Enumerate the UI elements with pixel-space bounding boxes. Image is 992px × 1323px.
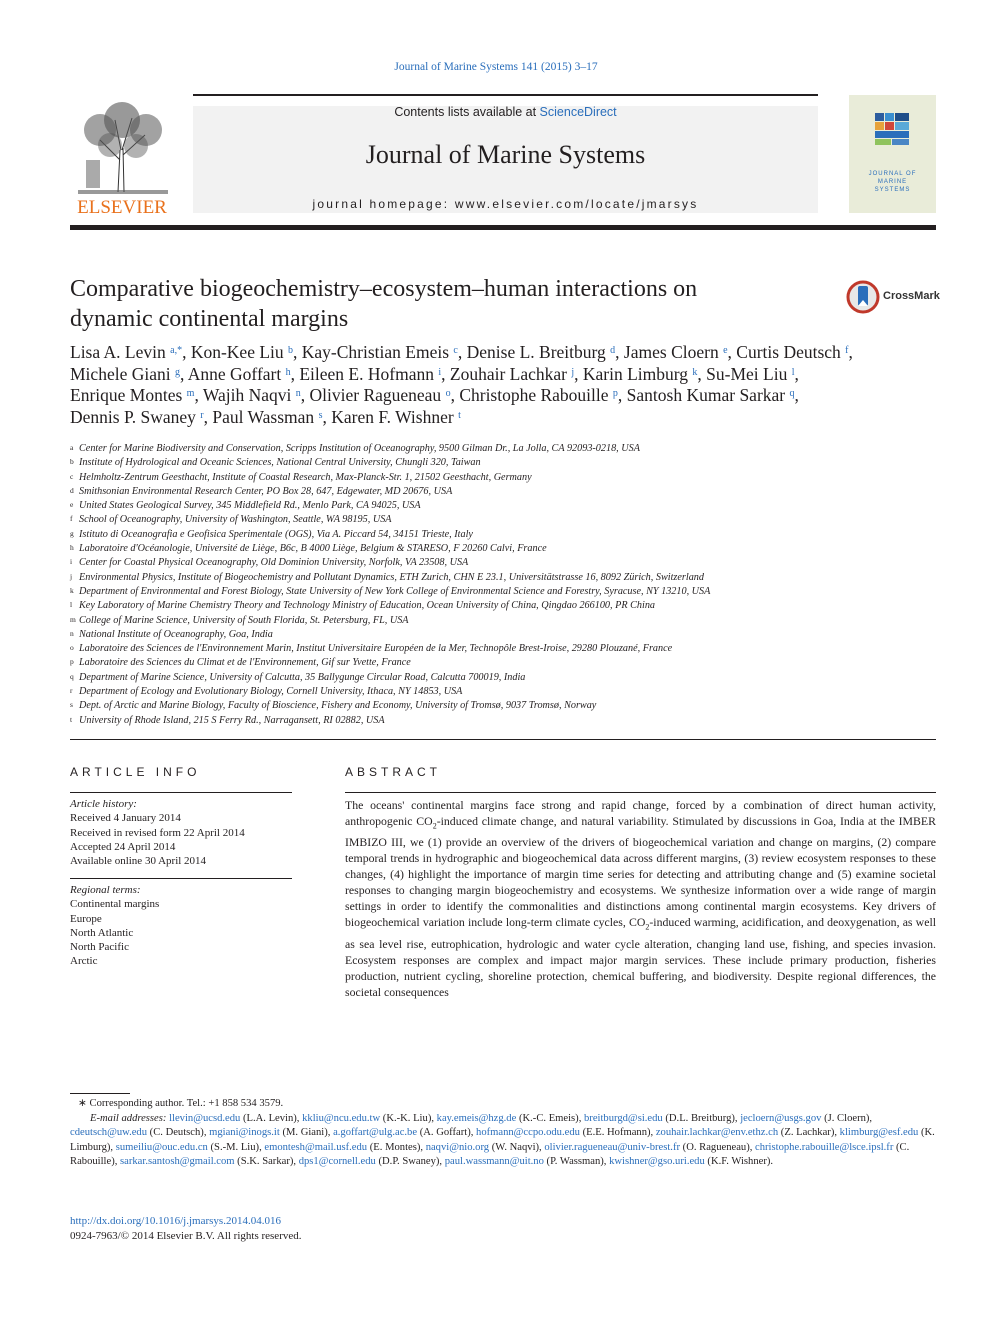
email-owner: P. Wassman <box>550 1156 601 1168</box>
affiliation <box>70 513 936 527</box>
author-affiliation-marker[interactable]: b <box>288 345 294 356</box>
affiliation <box>70 571 936 585</box>
author[interactable]: Enrique Montes <box>70 385 183 405</box>
crossmark-label: CrossMark <box>883 290 940 302</box>
affiliation-text: School of Oceanography, University of Washington, Seattle, WA 98195, USA <box>79 514 392 526</box>
term-item: Europe <box>70 912 102 925</box>
author-affiliation-marker[interactable]: o <box>445 388 451 399</box>
author-email-link[interactable]: jecloern@usgs.gov <box>740 1112 822 1124</box>
terms-label: Regional terms: <box>70 884 141 896</box>
email-owner: E. Montes <box>373 1141 417 1153</box>
author-email-link[interactable]: christophe.rabouille@lsce.ipsl.fr <box>755 1141 894 1153</box>
author[interactable]: Christophe Rabouille <box>459 385 609 405</box>
affiliation-key: e <box>70 500 74 510</box>
cover-text-2: MARINE <box>877 179 908 185</box>
affiliation-text: Environmental Physics, Institute of Biogeochemistry and Pollutant Dynamics, ETH Zurich, CHN E 23.1, Universitätstrasse 16, 8092 Zürich, Switzerland <box>79 571 704 583</box>
affiliation-text: Department of Environmental and Forest Biology, State University of New York College of Environmental Science and Forestry, Syracuse, NY 13210, USA <box>79 585 711 597</box>
affiliation <box>70 628 936 642</box>
author[interactable]: Olivier Ragueneau <box>309 385 442 405</box>
sciencedirect-link[interactable]: ScienceDirect <box>539 105 617 119</box>
journal-cover-thumbnail[interactable] <box>849 95 936 213</box>
author-email-link[interactable]: a.goffart@ulg.ac.be <box>333 1127 418 1139</box>
header-rule <box>193 94 818 96</box>
affiliation-key: i <box>70 557 73 567</box>
affiliation <box>70 528 936 542</box>
email-owner: K.-K. Liu <box>386 1112 428 1124</box>
author-affiliation-marker[interactable]: a,* <box>170 345 183 356</box>
author-affiliation-marker[interactable]: q <box>789 388 795 399</box>
author-email-link[interactable]: kkliu@ncu.edu.tw <box>302 1112 381 1124</box>
affiliation <box>70 642 936 656</box>
affiliation <box>70 685 936 699</box>
email-owner: J. Cloern <box>827 1112 866 1124</box>
email-owner: S.-M. Liu <box>214 1141 256 1153</box>
affiliation-key: d <box>70 485 74 495</box>
author-email-link[interactable]: naqvi@nio.org <box>425 1141 490 1153</box>
affiliation <box>70 599 936 613</box>
author[interactable]: Santosh Kumar Sarkar <box>626 385 786 405</box>
affiliation <box>70 714 936 728</box>
affiliation-text: Laboratoire d'Océanologie, Université de Liège, B6c, B 4000 Liège, Belgium & STARESO, F 20260 Calvi, France <box>79 543 547 555</box>
author-email-link[interactable]: klimburg@esf.edu <box>839 1127 919 1139</box>
affiliation <box>70 456 936 470</box>
title-line-1: Comparative biogeochemistry–ecosystem–human interactions on <box>70 276 698 302</box>
affiliation-key: q <box>70 671 74 681</box>
email-owner: K. Limburg <box>70 1127 935 1153</box>
affiliation-text: University of Rhode Island, 215 S Ferry Rd., Narragansett, RI 02882, USA <box>79 714 385 726</box>
cover-text-1: JOURNAL OF <box>868 171 917 177</box>
affiliation-text: Helmholtz-Zentrum Geesthacht, Institute of Coastal Research, Max-Planck-Str. 1, 21502 Geesthacht, Germany <box>79 471 532 483</box>
email-owner: O. Ragueneau <box>686 1141 747 1153</box>
author-email-link[interactable]: kay.emeis@hzg.de <box>436 1112 517 1124</box>
author-affiliation-marker[interactable]: s <box>318 409 323 421</box>
abstract-text <box>345 797 936 1000</box>
doi-block <box>70 1214 302 1243</box>
abstract-part: The oceans' continental margins face strong and rapid change, forced by a combination of direct human activity, anthropogenic CO <box>345 798 936 828</box>
journal-citation[interactable]: Journal of Marine Systems 141 (2015) 3–17 <box>394 61 598 73</box>
author[interactable]: Su-Mei Liu <box>706 363 788 384</box>
crossmark-badge[interactable] <box>846 280 941 314</box>
affiliation <box>70 471 936 485</box>
affiliation-text: Istituto di Oceanografia e Geofisica Sperimentale (OGS), Via A. Piccard 54, 34151 Trieste, Italy <box>79 528 473 540</box>
author[interactable]: Kay-Christian Emeis <box>301 342 450 362</box>
author-affiliation-marker[interactable]: l <box>791 366 795 378</box>
author-email-link[interactable]: kwishner@gso.uri.edu <box>609 1156 705 1168</box>
affiliation <box>70 671 936 685</box>
author[interactable]: Kon-Kee Liu <box>190 342 284 362</box>
article-info-divider <box>70 792 292 793</box>
affiliation-key: r <box>70 686 73 696</box>
affiliation-text: United States Geological Survey, 345 Middlefield Rd., Menlo Park, CA 94025, USA <box>79 500 421 512</box>
corresponding-author-note: ∗ Corresponding author. Tel.: +1 858 534 3579. <box>78 1098 284 1109</box>
affiliation-text: Laboratoire des Sciences de l'Environnement Marin, Institut Universitaire Européen de la Mer, Technopôle Brest-Iroise, 29280 Plouzané, France <box>79 643 673 655</box>
crossmark-icon <box>846 280 880 314</box>
contents-prefix: Contents lists available at <box>394 105 540 119</box>
author-email-link[interactable]: breitburgd@si.edu <box>584 1112 663 1124</box>
affiliation <box>70 442 936 456</box>
author-affiliation-marker[interactable]: e <box>723 345 728 356</box>
author-email-link[interactable]: cdeutsch@uw.edu <box>70 1127 148 1139</box>
author[interactable]: Dennis P. Swaney <box>70 406 196 427</box>
affiliation-text: Department of Marine Science, University of Calcutta, 35 Ballygunge Circular Road, Calcutta 700019, India <box>79 671 526 683</box>
history-item: Available online 30 April 2014 <box>70 855 207 868</box>
copyright-line: 0924-7963/© 2014 Elsevier B.V. All rights reserved. <box>70 1229 302 1242</box>
affiliation-key: f <box>70 514 73 524</box>
cover-text-3: SYSTEMS <box>874 187 911 193</box>
email-owner: W. Naqvi <box>495 1141 536 1153</box>
author-list: Lisa A. Levin $^{a,*}$, Kon-Kee Liu $^b$, Kay-Christian Emeis $^c$, Denise L. Breitburg $^d$, James Cloern $^e$, Curtis Deutsch $^f$, Michele Giani $^g$, Anne Goffart $^h$, Eileen E. Hofmann $^i$, Zouhair Lachkar $^j$, Karin Limburg $^k$, Su-Mei Liu $^l$, Enrique Montes $^m$, Wajih Naqvi $^n$, Olivier Ragueneau $^o$, Christophe Rabouille $^p$, Santosh Kumar Sarkar $^q$, Dennis P. Swaney $^r$, Paul Wassman $^s$, Karen F. Wishner $^t$ <box>70 342 853 427</box>
cover-graphic <box>849 95 936 213</box>
affiliation-key: p <box>70 657 74 667</box>
author-email-link[interactable]: olivier.ragueneau@univ-brest.fr <box>544 1141 680 1153</box>
affiliation-key: t <box>70 714 73 724</box>
author-affiliation-marker[interactable]: c <box>453 345 458 356</box>
email-owner: Z. Lachkar <box>784 1127 831 1139</box>
corresponding-text: Corresponding author. Tel.: +1 858 534 3579. <box>89 1098 284 1109</box>
article-history <box>70 797 292 868</box>
email-addresses: E-mail addresses: llevin@ucsd.edu (L.A. Levin), kkliu@ncu.edu.tw (K.-K. Liu), kay.emeis@hzg.de (K.-C. Emeis), breitburgd@si.edu (D.L. Breitburg), jecloern@usgs.gov (J. Cloern), cdeutsch@uw.edu (C. Deutsch), mgiani@inogs.it (M. Giani), a.goffart@ulg.ac.be (A. Goffart), hofmann@ccpo.odu.edu (E.E. Hofmann), zouhair.lachkar@env.ethz.ch (Z. Lachkar), klimburg@esf.edu (K. Limburg), sumeiliu@ouc.edu.cn (S.-M. Liu), emontesh@mail.usf.edu (E. Montes), naqvi@nio.org (W. Naqvi), olivier.ragueneau@univ-brest.fr (O. Ragueneau), christophe.rabouille@lsce.ipsl.fr (C. Rabouille), sarkar.santosh@gmail.com (S.K. Sarkar), dps1@cornell.edu (D.P. Swaney), paul.wassmann@uit.no (P. Wassman), kwishner@gso.uri.edu (K.F. Wishner). <box>70 1112 935 1168</box>
email-owner: A. Goffart <box>423 1127 468 1139</box>
affiliation <box>70 699 936 713</box>
author-email-link[interactable]: sarkar.santosh@gmail.com <box>120 1156 235 1168</box>
terms-divider <box>70 878 292 879</box>
header-bottom-rule <box>70 225 936 230</box>
affiliation <box>70 656 936 670</box>
email-owner: E.E. Hofmann <box>586 1127 648 1139</box>
email-owner: K.-C. Emeis <box>522 1112 576 1124</box>
affiliation <box>70 585 936 599</box>
affiliation-list <box>70 442 936 728</box>
affiliation-key: m <box>70 614 76 624</box>
affiliation-key: c <box>70 471 74 481</box>
author[interactable]: James Cloern <box>623 342 719 362</box>
email-owner: S.K. Sarkar <box>240 1156 290 1168</box>
homepage-link[interactable]: www.elsevier.com/locate/jmarsys <box>454 197 699 211</box>
affiliation-key: s <box>70 700 73 710</box>
affiliation <box>70 542 936 556</box>
article-title <box>70 274 790 334</box>
homepage-prefix: journal homepage: <box>312 197 455 211</box>
author[interactable]: Zouhair Lachkar <box>449 363 567 384</box>
email-owner: C. Deutsch <box>153 1127 201 1139</box>
email-label: E-mail addresses: <box>90 1112 167 1124</box>
author-email-link[interactable]: zouhair.lachkar@env.ethz.ch <box>655 1127 779 1139</box>
abstract-subscript: 2 <box>645 922 650 932</box>
author[interactable]: Karin Limburg <box>582 363 689 384</box>
history-item: Accepted 24 April 2014 <box>70 840 176 853</box>
author-affiliation-marker[interactable]: d <box>610 345 616 356</box>
author[interactable]: Anne Goffart <box>187 363 282 384</box>
author[interactable]: Lisa A. Levin <box>70 342 166 362</box>
history-item: Received in revised form 22 April 2014 <box>70 826 245 839</box>
author-affiliation-marker[interactable]: p <box>612 388 618 399</box>
journal-homepage <box>193 197 818 211</box>
title-line-2: dynamic continental margins <box>70 306 349 332</box>
affiliation-text: Center for Marine Biodiversity and Conservation, Scripps Institution of Oceanography, 9500 Gilman Dr., La Jolla, CA 92093-0218, USA <box>79 443 640 454</box>
abstract-part: -induced warming, acidification, and deoxygenation, as well as sea level rise, eutrophication, hydrologic and water cycle alteration, changing land use, fishing, and species invasion. Ecosystem responses are complex and impact major margin services. These include primary production, fisheries production, nutrient cycling, shoreline protection, chemical buffering, and biodiversity. Despite regional differences, the societal consequences <box>345 915 936 999</box>
affiliation-text: Smithsonian Environmental Research Center, PO Box 28, 647, Edgewater, MD 20676, USA <box>79 485 453 497</box>
affiliation-key: h <box>70 543 74 553</box>
author-email-link[interactable]: sumeiliu@ouc.edu.cn <box>115 1141 208 1153</box>
affiliation-key: j <box>70 571 73 581</box>
affiliation-key: n <box>70 628 74 638</box>
affiliation <box>70 499 936 513</box>
abstract-heading: ABSTRACT <box>345 765 442 779</box>
affiliation-text: Dept. of Arctic and Marine Biology, Faculty of Bioscience, Fishery and Economy, University of Tromsø, 9037 Tromsø, Norway <box>79 700 597 712</box>
author-affiliation-marker[interactable]: h <box>285 366 291 378</box>
affiliation-text: Laboratoire des Sciences du Climat et de l'Environnement, Gif sur Yvette, France <box>79 657 411 669</box>
author-affiliation-marker[interactable]: i <box>438 366 442 378</box>
email-owner: L.A. Levin <box>246 1112 294 1124</box>
term-item: Continental margins <box>70 898 160 911</box>
affiliation-key: o <box>70 643 74 653</box>
author-email-link[interactable]: dps1@cornell.edu <box>298 1156 376 1168</box>
author-email-link[interactable]: llevin@ucsd.edu <box>169 1112 241 1124</box>
affiliation-key: l <box>70 600 73 610</box>
author-affiliation-marker[interactable]: g <box>174 366 180 378</box>
affiliation-text: Key Laboratory of Marine Chemistry Theory and Technology Ministry of Education, Ocean University of China, Qingdao 266100, PR China <box>79 600 656 612</box>
author-affiliation-marker[interactable]: n <box>295 388 301 399</box>
affiliation-key: g <box>70 528 74 538</box>
author[interactable]: Curtis Deutsch <box>736 342 841 362</box>
history-item: Received 4 January 2014 <box>70 812 181 825</box>
article-info-heading: ARTICLE INFO <box>70 765 201 779</box>
journal-name: Journal of Marine Systems <box>365 140 646 169</box>
author-email-link[interactable]: paul.wassmann@uit.no <box>444 1156 544 1168</box>
abstract-part: -induced climate change, and natural variability. Stimulated by discussions in Goa, India at the IMBER IMBIZO III, we (1) provide an overview of the drivers of biogeochemical variation and change on margins, (2) compare temporal trends in hydrographic and biogeochemical data across different margins, (3) review ecosystem responses to these changes, (4) highlight the importance of margin time series for detecting and attributing change and (5) examine societal responses to changing margin biogeochemistry and ecosystems. We synthesize information over a wide range of margin settings in order to identify the commonalities and distinctions among continental margin ecosystems. Key drivers of biogeochemical variation include long-term climate cycles, CO <box>345 814 936 930</box>
footnote-rule <box>70 1093 130 1094</box>
affiliation-key: k <box>70 585 74 595</box>
email-owner: M. Giani <box>285 1127 325 1139</box>
affiliation-text: Institute of Hydrological and Oceanic Sciences, National Central University, Chungli 320, Taiwan <box>79 457 481 469</box>
term-item: Arctic <box>70 955 98 968</box>
author-affiliation-marker[interactable]: r <box>200 409 204 421</box>
author-email-link[interactable]: hofmann@ccpo.odu.edu <box>476 1127 580 1139</box>
author-affiliation-marker[interactable]: f <box>845 345 849 356</box>
affiliation-key: a <box>70 443 74 452</box>
regional-terms <box>70 883 292 969</box>
author[interactable]: Wajih Naqvi <box>202 385 292 405</box>
author-email-link[interactable]: mgiani@inogs.it <box>209 1127 280 1139</box>
author[interactable]: Eileen E. Hofmann <box>299 363 434 384</box>
affiliation-divider <box>70 739 936 740</box>
author[interactable]: Karen F. Wishner <box>331 406 454 427</box>
email-owner: K.F. Wishner <box>710 1156 767 1168</box>
affiliation <box>70 614 936 628</box>
affiliation-text: National Institute of Oceanography, Goa, India <box>79 628 273 640</box>
term-item: North Pacific <box>70 941 129 954</box>
affiliation <box>70 485 936 499</box>
author-affiliation-marker[interactable]: t <box>458 409 461 421</box>
history-label: Article history: <box>70 798 137 810</box>
contents-line <box>193 105 818 119</box>
author[interactable]: Paul Wassman <box>212 406 315 427</box>
author-affiliation-marker[interactable]: j <box>571 366 575 378</box>
affiliation <box>70 556 936 570</box>
email-owner: C. Rabouille <box>70 1141 910 1168</box>
affiliation-text: Center for Coastal Physical Oceanography, Old Dominion University, Norfolk, VA 23508, USA <box>79 557 469 569</box>
email-owner: D.P. Swaney <box>382 1156 436 1168</box>
term-item: North Atlantic <box>70 926 134 939</box>
affiliation-text: College of Marine Science, University of South Florida, St. Petersburg, FL, USA <box>79 614 409 626</box>
email-owner: D.L. Breitburg <box>668 1112 732 1124</box>
footnotes <box>70 1097 936 1170</box>
affiliation-key: b <box>70 457 74 467</box>
author-affiliation-marker[interactable]: k <box>692 366 698 378</box>
abstract-subscript: 2 <box>432 821 437 831</box>
elsevier-tree-logo <box>70 100 174 218</box>
doi-link[interactable]: http://dx.doi.org/10.1016/j.jmarsys.2014.04.016 <box>70 1215 281 1227</box>
author-affiliation-marker[interactable]: m <box>186 388 195 399</box>
author[interactable]: Michele Giani <box>70 363 171 384</box>
author[interactable]: Denise L. Breitburg <box>466 342 606 362</box>
author-email-link[interactable]: emontesh@mail.usf.edu <box>264 1141 368 1153</box>
elsevier-wordmark: ELSEVIER <box>77 197 167 218</box>
abstract-divider <box>345 792 936 793</box>
affiliation-text: Department of Ecology and Evolutionary Biology, Cornell University, Ithaca, NY 14853, USA <box>79 686 463 698</box>
